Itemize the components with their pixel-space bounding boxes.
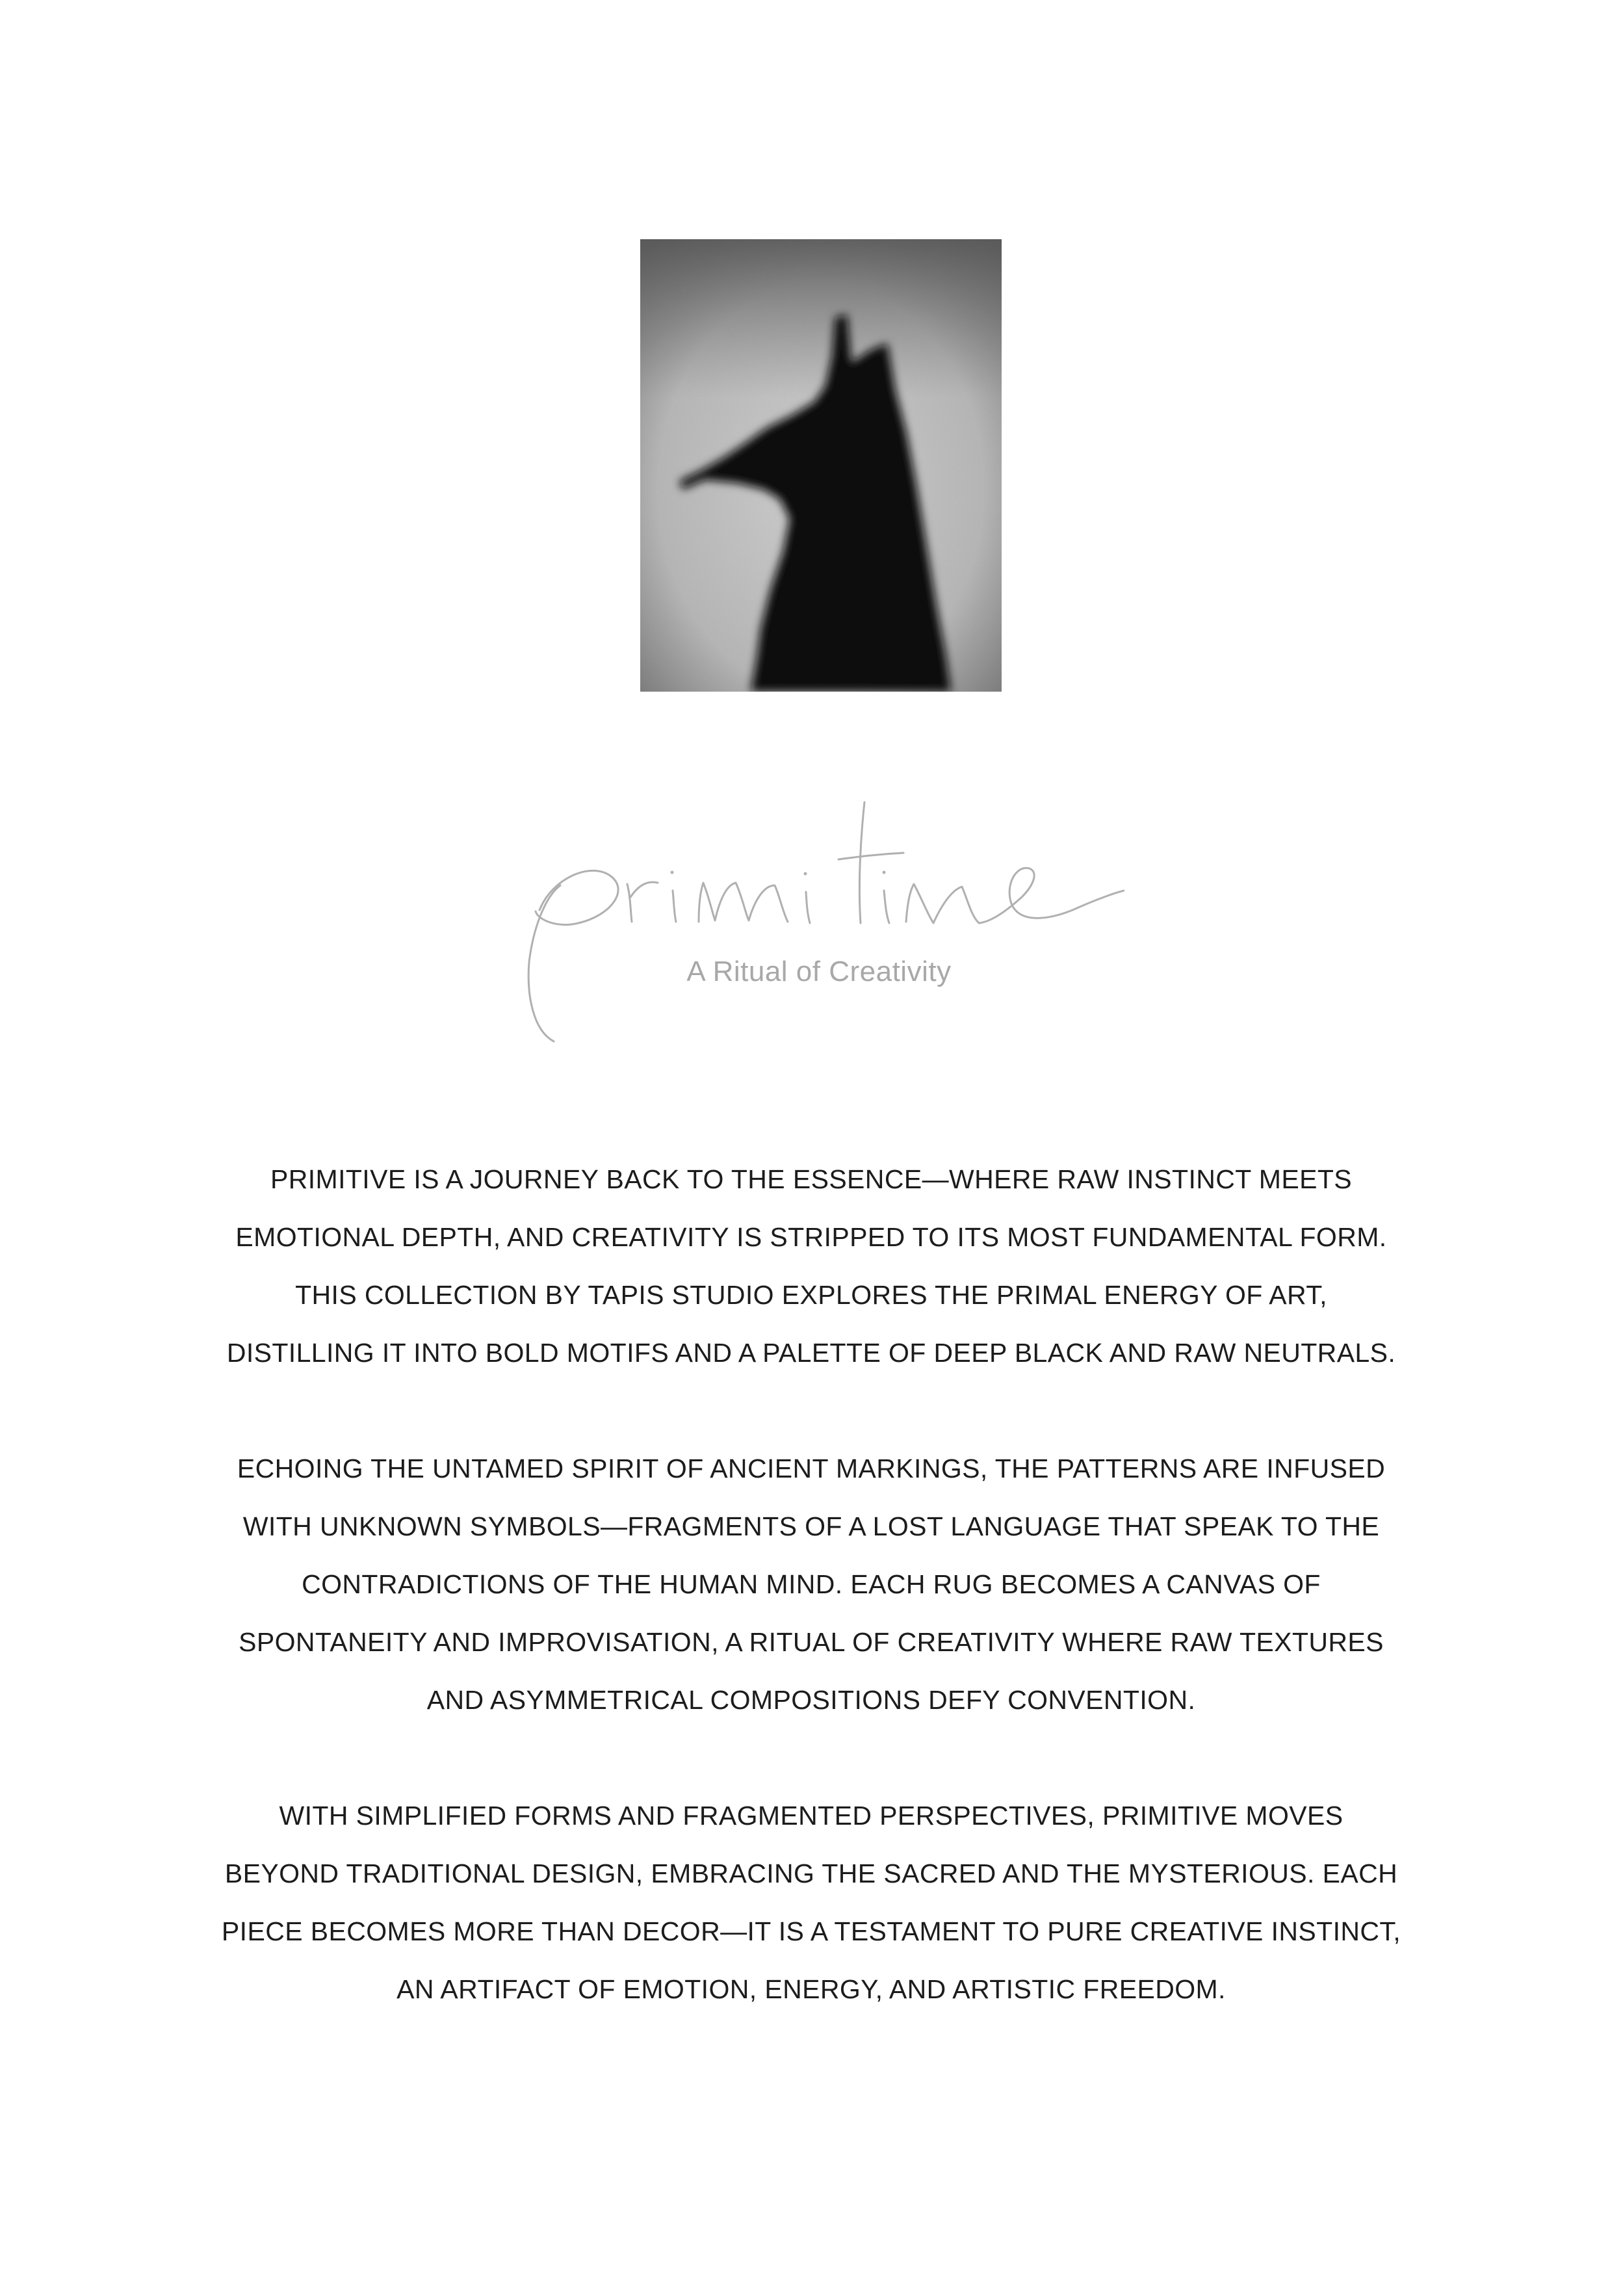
text-line: DISTILLING IT INTO BOLD MOTIFS AND A PALETTE OF DEEP BLACK AND RAW NEUTRALS. bbox=[226, 1338, 1396, 1368]
text-line: ECHOING THE UNTAMED SPIRIT OF ANCIENT MARKINGS, THE PATTERNS ARE INFUSED bbox=[237, 1454, 1386, 1483]
text-line: CONTRADICTIONS OF THE HUMAN MIND. EACH RUG BECOMES A CANVAS OF bbox=[302, 1569, 1321, 1599]
text-line: PRIMITIVE IS A JOURNEY BACK TO THE ESSENCE—WHERE RAW INSTINCT MEETS bbox=[270, 1164, 1353, 1194]
text-line: WITH UNKNOWN SYMBOLS—FRAGMENTS OF A LOST LANGUAGE THAT SPEAK TO THE bbox=[242, 1511, 1380, 1541]
paragraph bbox=[161, 1787, 1461, 2018]
text-line: BEYOND TRADITIONAL DESIGN, EMBRACING THE SACRED AND THE MYSTERIOUS. EACH bbox=[224, 1859, 1398, 1888]
text-line: SPONTANEITY AND IMPROVISATION, A RITUAL OF CREATIVITY WHERE RAW TEXTURES bbox=[239, 1627, 1384, 1657]
text-line: PIECE BECOMES MORE THAN DECOR—IT IS A TESTAMENT TO PURE CREATIVE INSTINCT, bbox=[221, 1916, 1401, 1946]
primitive-script-wordmark bbox=[513, 800, 1124, 1060]
text-line: EMOTIONAL DEPTH, AND CREATIVITY IS STRIPPED TO ITS MOST FUNDAMENTAL FORM. bbox=[235, 1222, 1387, 1252]
logo-tagline: A Ritual of Creativity bbox=[686, 956, 952, 987]
text-line: AND ASYMMETRICAL COMPOSITIONS DEFY CONVENTION. bbox=[426, 1685, 1196, 1715]
paragraph bbox=[161, 1440, 1461, 1729]
logo bbox=[513, 800, 1124, 1060]
paragraph bbox=[161, 1151, 1461, 1382]
text-line: AN ARTIFACT OF EMOTION, ENERGY, AND ARTISTIC FREEDOM. bbox=[396, 1974, 1226, 2004]
wolf-silhouette-image bbox=[640, 239, 1002, 692]
text-line: WITH SIMPLIFIED FORMS AND FRAGMENTED PERSPECTIVES, PRIMITIVE MOVES bbox=[279, 1801, 1344, 1831]
hero-photo bbox=[640, 239, 1002, 692]
text-line: THIS COLLECTION BY TAPIS STUDIO EXPLORES THE PRIMAL ENERGY OF ART, bbox=[295, 1280, 1327, 1310]
body-copy bbox=[161, 1151, 1461, 2076]
